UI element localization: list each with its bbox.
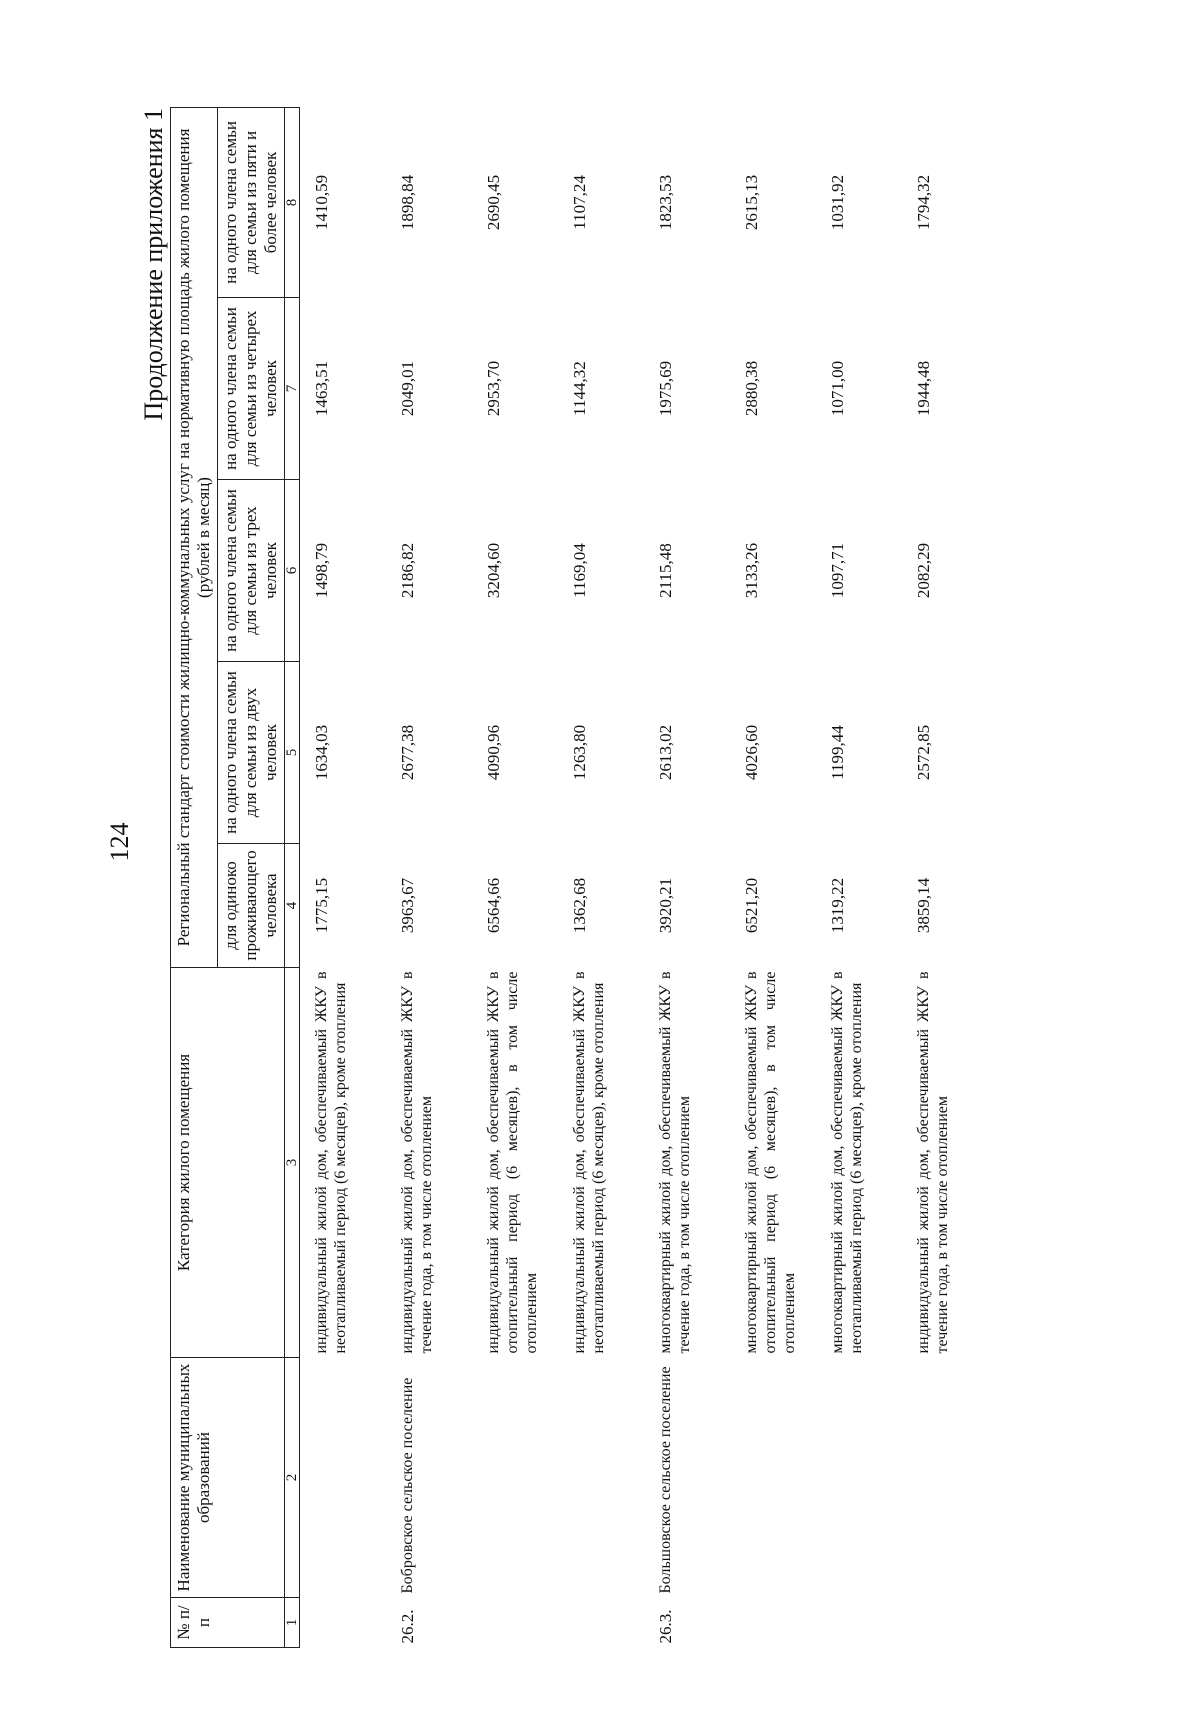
table-row xyxy=(390,107,476,1647)
row-number: 26.2. xyxy=(398,1609,417,1644)
value-family-5: 1794,32 xyxy=(914,174,933,231)
value-family-3: 3204,60 xyxy=(484,542,503,599)
column-index: 8 xyxy=(285,107,300,297)
housing-category: индивидуальный жилой дом, обеспечиваемый ЖКУ в течение года, в том числе отоплением xyxy=(915,971,951,1354)
column-index: 7 xyxy=(285,298,300,480)
municipality-name xyxy=(734,1358,820,1598)
value-family-5: 2690,45 xyxy=(484,174,503,231)
value-family-3: 2115,48 xyxy=(656,543,675,598)
header-family-4: на одного члена семьи для семьи из четырех человек xyxy=(218,298,285,480)
value-family-4: 2953,70 xyxy=(484,360,503,417)
value-family-3: 1498,79 xyxy=(312,542,331,599)
row-number: 26.3. xyxy=(656,1609,675,1644)
value-family-2: 2677,38 xyxy=(398,724,417,781)
column-index: 1 xyxy=(285,1598,300,1648)
municipality-name xyxy=(820,1358,906,1598)
continuation-title: Продолжение приложения 1 xyxy=(139,108,168,421)
housing-category: индивидуальный жилой дом, обеспечиваемый ЖКУ в течение года, в том числе отоплением xyxy=(399,971,435,1354)
value-family-4: 2049,01 xyxy=(398,360,417,417)
row-number xyxy=(820,1598,906,1648)
municipality-name xyxy=(906,1358,992,1598)
value-family-2: 2572,85 xyxy=(914,724,933,781)
value-family-4: 1463,51 xyxy=(312,360,331,417)
header-municipality: Наименование муниципальных образований xyxy=(171,1358,285,1598)
page-number: 124 xyxy=(105,822,134,862)
row-number xyxy=(562,1598,648,1648)
column-index: 2 xyxy=(285,1358,300,1598)
value-family-3: 2186,82 xyxy=(398,542,417,599)
value-family-2: 1199,44 xyxy=(828,725,847,780)
value-family-4: 1975,69 xyxy=(656,360,675,417)
municipality-name xyxy=(562,1358,648,1598)
row-number xyxy=(300,1598,391,1648)
housing-category: многоквартирный жилой дом, обеспечиваемый ЖКУ в неотапливаемый период (6 месяцев), кроме отопления xyxy=(829,971,865,1354)
value-family-4: 1071,00 xyxy=(828,360,847,417)
housing-category: многоквартирный жилой дом, обеспечиваемый ЖКУ в течение года, в том числе отоплением xyxy=(657,971,693,1354)
table-row xyxy=(820,107,906,1647)
value-family-4: 1144,32 xyxy=(570,361,589,416)
document-page xyxy=(140,108,1010,1648)
housing-category: многоквартирный жилой дом, обеспечиваемый ЖКУ в отопительный период (6 месяцев), в том числе отоплением xyxy=(743,971,798,1354)
housing-category: индивидуальный жилой дом, обеспечиваемый ЖКУ в отопительный период (6 месяцев), в том числе отоплением xyxy=(485,971,540,1354)
column-index: 4 xyxy=(285,844,300,968)
value-family-3: 3133,26 xyxy=(742,542,761,599)
municipality-name: Бобровское сельское поселение xyxy=(399,1377,416,1594)
table-row xyxy=(300,107,391,1647)
value-family-5: 1410,59 xyxy=(312,174,331,231)
value-single: 3963,67 xyxy=(398,877,417,934)
table-row xyxy=(476,107,562,1647)
value-family-5: 1107,24 xyxy=(570,175,589,230)
header-category: Категория жилого помещения xyxy=(171,968,285,1358)
value-family-2: 1634,03 xyxy=(312,724,331,781)
value-family-2: 2613,02 xyxy=(656,724,675,781)
value-single: 1775,15 xyxy=(312,877,331,934)
value-single: 6564,66 xyxy=(484,877,503,934)
header-single: для одиноко проживающего человека xyxy=(218,844,285,968)
row-number xyxy=(476,1598,562,1648)
row-number xyxy=(906,1598,992,1648)
value-single: 6521,20 xyxy=(742,877,761,934)
table-row xyxy=(906,107,992,1647)
table-row xyxy=(648,107,734,1647)
header-family-5: на одного члена семьи для семьи из пяти и более человек xyxy=(218,107,285,297)
value-single: 3920,21 xyxy=(656,877,675,934)
table-row xyxy=(734,107,820,1647)
municipality-name xyxy=(300,1358,391,1598)
value-single: 1362,68 xyxy=(570,877,589,934)
header-family-2: на одного члена семьи для семьи из двух человек xyxy=(218,662,285,844)
municipality-name xyxy=(476,1358,562,1598)
standards-table xyxy=(170,107,992,1648)
column-index: 3 xyxy=(285,968,300,1358)
value-family-5: 1823,53 xyxy=(656,174,675,231)
value-single: 1319,22 xyxy=(828,877,847,934)
value-family-4: 2880,38 xyxy=(742,360,761,417)
header-family-3: на одного члена семьи для семьи из трех человек xyxy=(218,480,285,662)
column-index: 6 xyxy=(285,480,300,662)
table-row xyxy=(562,107,648,1647)
value-family-2: 4090,96 xyxy=(484,724,503,781)
header-standard-group: Региональный стандарт стоимости жилищно-коммунальных услуг на нормативную площадь жилого помещения (рублей в месяц) xyxy=(171,107,218,967)
value-family-5: 2615,13 xyxy=(742,174,761,231)
housing-category: индивидуальный жилой дом, обеспечиваемый ЖКУ в неотапливаемый период (6 месяцев), кроме отопления xyxy=(313,971,349,1354)
value-family-2: 1263,80 xyxy=(570,724,589,781)
value-family-3: 1169,04 xyxy=(570,543,589,598)
value-family-3: 1097,71 xyxy=(828,542,847,599)
value-family-5: 1031,92 xyxy=(828,174,847,231)
value-family-5: 1898,84 xyxy=(398,174,417,231)
value-family-3: 2082,29 xyxy=(914,542,933,599)
row-number xyxy=(734,1598,820,1648)
value-family-2: 4026,60 xyxy=(742,724,761,781)
header-num: № п/п xyxy=(171,1598,285,1648)
column-index: 5 xyxy=(285,662,300,844)
value-single: 3859,14 xyxy=(914,877,933,934)
municipality-name: Большовское сельское поселение xyxy=(657,1366,674,1594)
value-family-4: 1944,48 xyxy=(914,360,933,417)
housing-category: индивидуальный жилой дом, обеспечиваемый ЖКУ в неотапливаемый период (6 месяцев), кроме отопления xyxy=(571,971,607,1354)
